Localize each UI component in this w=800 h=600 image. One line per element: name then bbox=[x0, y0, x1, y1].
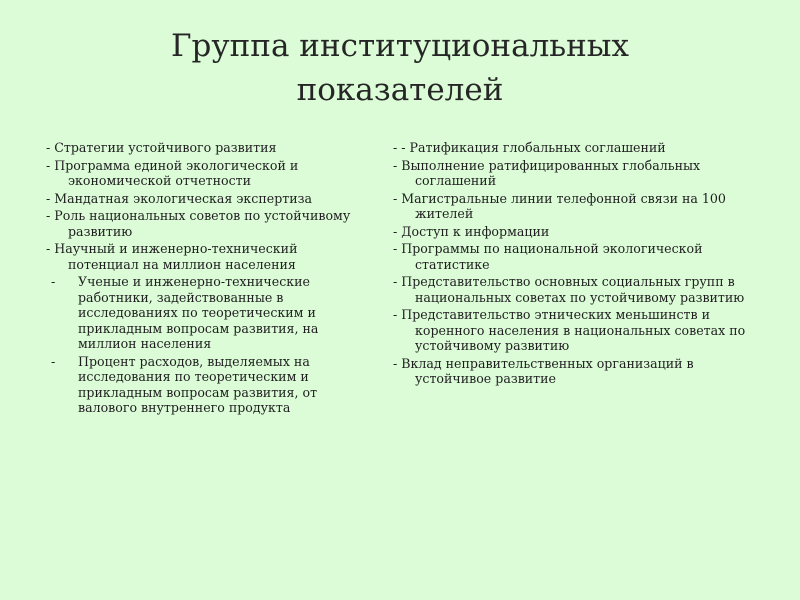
bulleted-list-item bbox=[46, 354, 366, 416]
list-item: - Программы по национальной экологической статистике bbox=[393, 241, 703, 272]
list-item: - Представительство этнических меньшинств и коренного населения в национальных советах по устойчивому развитию bbox=[393, 307, 746, 353]
slide-title-line-1: Группа институциональных bbox=[171, 28, 629, 64]
list-item: - - Ратификация глобальных соглашений bbox=[393, 140, 666, 155]
right-indicator-list bbox=[393, 140, 748, 387]
right-column bbox=[393, 140, 748, 389]
left-indicator-list bbox=[46, 140, 366, 416]
list-item: - Вклад неправительственных организаций в устойчивое развитие bbox=[393, 355, 694, 386]
list-item: - Магистральные линии телефонной связи на 100 жителей bbox=[393, 190, 726, 221]
list-item: - Научный и инженерно-технический потенциал на миллион населения bbox=[46, 241, 298, 272]
dash-bullet: - bbox=[51, 274, 56, 289]
list-item-text: Процент расходов, выделяемых на исследования по теоретическим и прикладным вопросам развития, от валового внутреннего продукта bbox=[78, 353, 318, 415]
list-item: - Роль национальных советов по устойчивому развитию bbox=[46, 208, 351, 239]
list-item: - Мандатная экологическая экспертиза bbox=[46, 190, 312, 206]
list-item: - Программа единой экологической и экономической отчетности bbox=[46, 157, 299, 188]
list-item: - Представительство основных социальных групп в национальных советах по устойчивому развитию bbox=[393, 274, 745, 305]
list-item: - Доступ к информации bbox=[393, 223, 550, 239]
slide-title-line-2: показателей bbox=[296, 72, 504, 108]
list-item-text: Ученые и инженерно-технические работники, задействованные в исследованиях по теоретическим и прикладным вопросам развития, на миллион населения bbox=[78, 274, 319, 351]
list-item: - Выполнение ратифицированных глобальных соглашений bbox=[393, 157, 701, 188]
left-column bbox=[46, 140, 366, 418]
list-item: - Стратегии устойчивого развития bbox=[46, 140, 277, 155]
slide-title bbox=[0, 24, 800, 112]
dash-bullet: - bbox=[51, 353, 56, 369]
bulleted-list-item bbox=[46, 274, 366, 352]
